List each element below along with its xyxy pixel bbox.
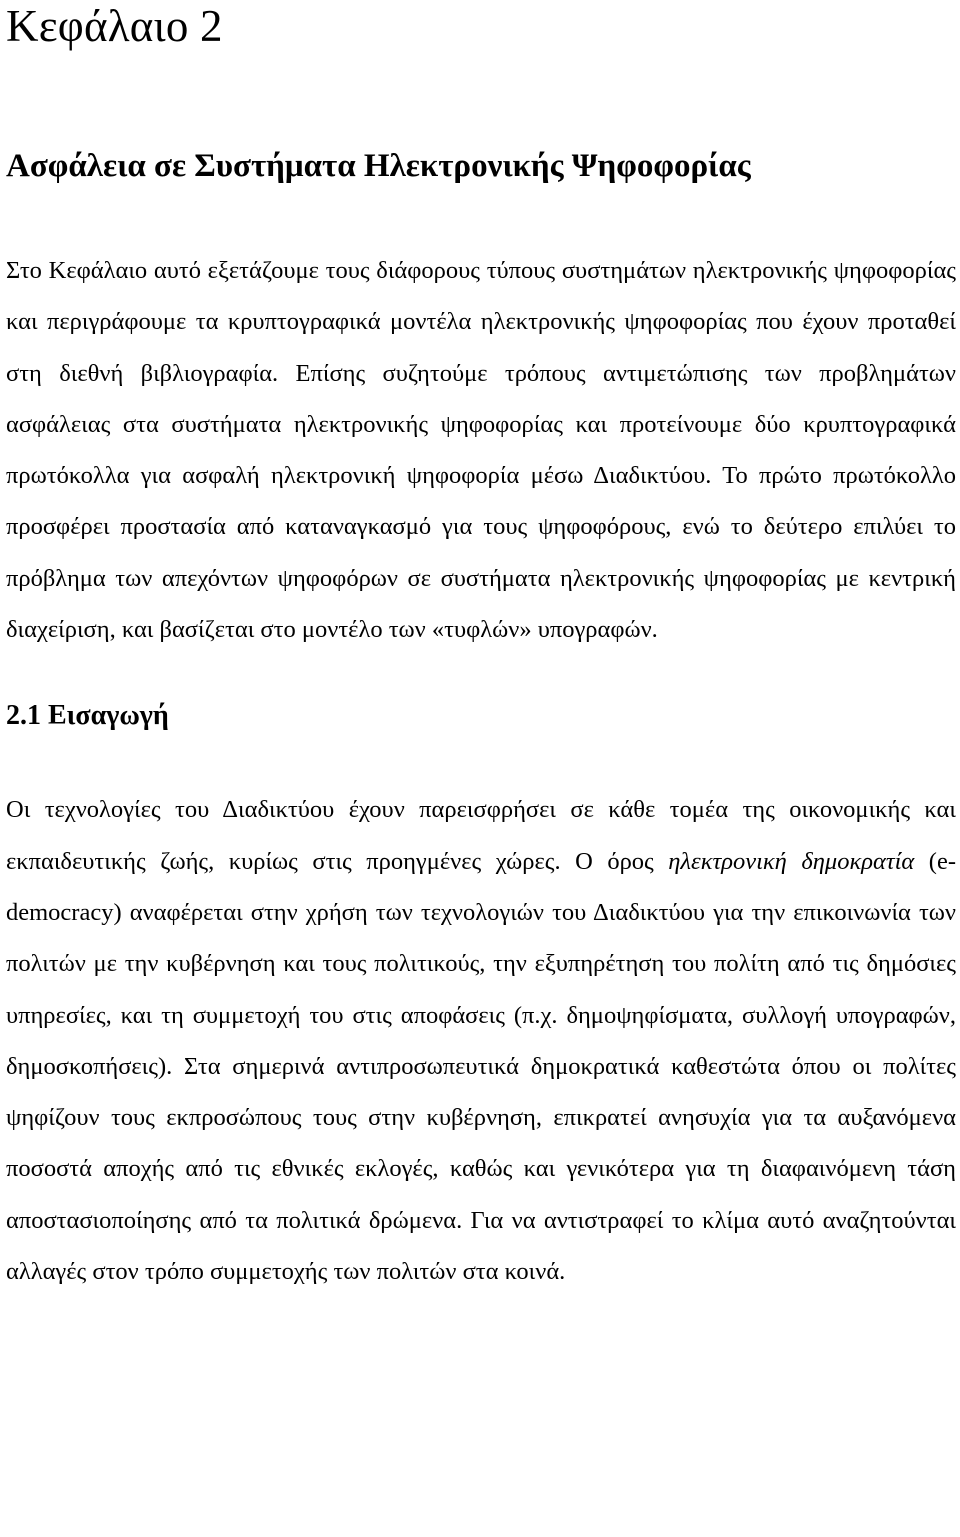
section-heading: 2.1 Εισαγωγή: [6, 700, 169, 732]
document-page: [6, 0, 956, 1297]
section-text-after-term: (e-democracy) αναφέρεται στην χρήση των τεχνολογιών του Διαδικτύου για την επικοινωνία των πολιτών με την κυβέρνηση και τους πολιτικούς, την εξυπηρέτηση του πολίτη από τις δημόσιες υπηρεσίες, και τη συμμετοχή του στις αποφάσεις (π.χ. δημοψηφίσματα, συλλογή υπογραφών, δημοσκοπήσεις). Στα σημερινά αντιπροσωπευτικά δημοκρατικά καθεστώτα όπου οι πολίτες ψηφίζουν τους εκπροσώπους τους στην κυβέρνηση, επικρατεί ανησυχία για τα αυξανόμενα ποσοστά αποχής από τις εθνικές εκλογές, καθώς και γενικότερα για τη διαφαινόμενη τάση αποστασιοποίησης από τα πολιτικά δρώμενα. Για να αντιστραφεί το κλίμα αυτό αναζητούνται αλλαγές στον τρόπο συμμετοχής των πολιτών στα κοινά.: [6, 847, 956, 1286]
section-paragraph: [6, 784, 956, 1297]
emphasized-term: ηλεκτρονική δημοκρατία: [668, 847, 915, 875]
section-text-before-term: Οι τεχνολογίες του Διαδικτύου έχουν παρεισφρήσει σε κάθε τομέα της οικονομικής και εκπαιδευτικής ζωής, κυρίως στις προηγμένες χώρες. Ο όρος: [6, 796, 956, 875]
intro-paragraph: Στο Κεφάλαιο αυτό εξετάζουμε τους διάφορους τύπους συστημάτων ηλεκτρονικής ψηφοφορίας και περιγράφουμε τα κρυπτογραφικά μοντέλα ηλεκτρονικής ψηφοφορίας που έχουν προταθεί στη διεθνή βιβλιογραφία. Επίσης συζητούμε τρόπους αντιμετώπισης των προβλημάτων ασφάλειας στα συστήματα ηλεκτρονικής ψηφοφορίας και προτείνουμε δύο κρυπτογραφικά πρωτόκολλα για ασφαλή ηλεκτρονική ψηφοφορία μέσω Διαδικτύου. Το πρώτο πρωτόκολλο προσφέρει προστασία από καταναγκασμό για τους ψηφοφόρους, ενώ το δεύτερο επιλύει το πρόβλημα των απεχόντων ψηφοφόρων σε συστήματα ηλεκτρονικής ψηφοφορίας με κεντρική διαχείριση, και βασίζεται στο μοντέλο των «τυφλών» υπογραφών.: [6, 257, 956, 644]
chapter-title: Ασφάλεια σε Συστήματα Ηλεκτρονικής Ψηφοφορίας: [6, 148, 751, 184]
chapter-label: Κεφάλαιο 2: [6, 1, 223, 51]
